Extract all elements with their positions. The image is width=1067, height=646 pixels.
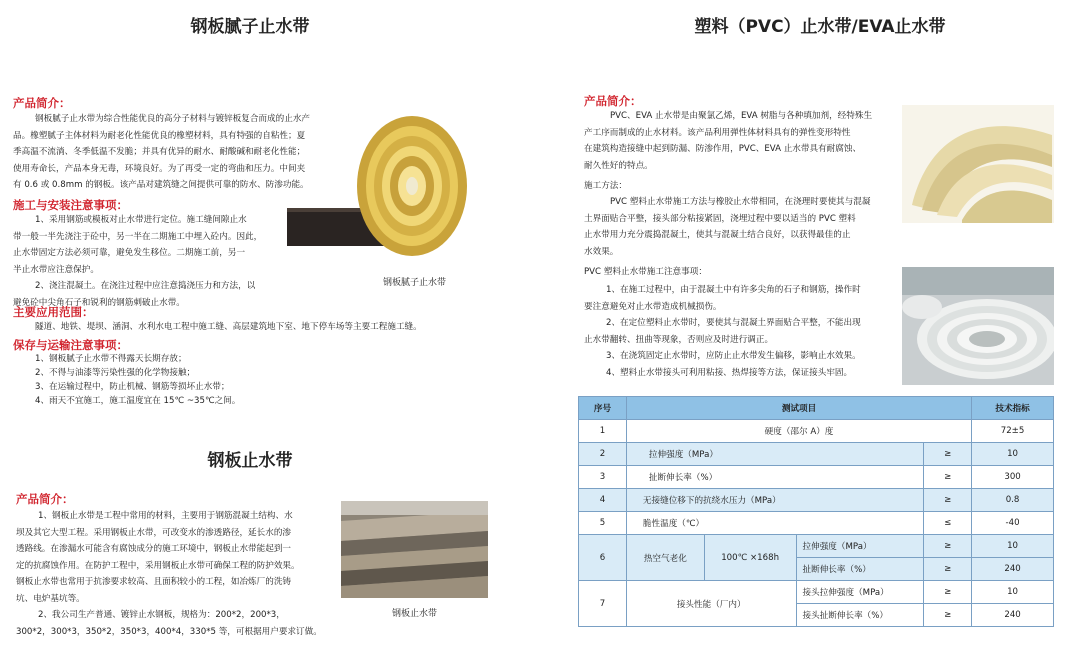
row-sign: ≥	[924, 443, 972, 466]
row-no: 3	[579, 466, 627, 489]
table-row	[579, 420, 1054, 443]
photo2-caption: 钢板止水带	[392, 609, 438, 619]
intro-line: 季高温不流淌、冬季低温不发脆；并具有优异的耐水、耐酸碱和耐老化性能；	[13, 147, 306, 157]
storage-line: 3、在运输过程中，防止机械、钢筋等损坏止水带；	[35, 382, 230, 392]
intro2-line: 钢板止水带也常用于抗渗要求较高、且面积较小的工程，如冶炼厂的洗铸	[16, 577, 292, 587]
row-value: 240	[972, 604, 1054, 627]
right-intro-text	[584, 108, 896, 174]
right-intro-line: 耐久性好的特点。	[584, 160, 653, 171]
photo1-caption: 钢板腻子止水带	[383, 278, 447, 288]
row-no: 1	[579, 420, 627, 443]
row-no: 5	[579, 512, 627, 535]
row-value: 300	[972, 466, 1054, 489]
steel-putty-waterstop-photo	[287, 108, 467, 266]
right-intro-line: 产工序而制成的止水材料。该产品利用弹性体材料具有的弹性变形特性	[584, 127, 851, 138]
notes-heading: PVC 塑料止水带施工注意事项：	[584, 267, 707, 277]
intro2-line: 1、钢板止水带是工程中常用的材料，主要用于钢筋混凝土结构、水	[38, 511, 293, 521]
intro2-line: 透路线。在渗漏水可能含有腐蚀成分的施工环境中，钢板止水带能起到一	[16, 544, 292, 554]
page-title-right: 塑料（PVC）止水带/EVA止水带	[694, 17, 946, 37]
row-sign: ≥	[924, 604, 972, 627]
storage-text	[35, 352, 415, 408]
intro-line: 使用寿命长，产品本身无毒，环境良好。为了再受一定的弯曲和压力。中间夹	[13, 163, 306, 174]
row-condition: 100℃ ×168h	[704, 535, 796, 581]
method-line: 水效果。	[584, 246, 619, 257]
notes-line: 2、在定位塑料止水带时，要使其与混凝土界面贴合平整，不能出现	[606, 318, 861, 328]
method-line: 土界面贴合平整，接头部分粘接紧固，浇埋过程中要以适当的 PVC 塑料	[584, 213, 856, 224]
table-row	[579, 581, 1054, 604]
row-value: 240	[972, 558, 1054, 581]
construction-line: 半止水带应注意保护。	[13, 264, 99, 275]
row-sign: ≥	[924, 489, 972, 512]
row-sign: ≤	[924, 512, 972, 535]
row-item: 无接缝位移下的抗绕水压力（MPa）	[626, 489, 923, 512]
table-row	[579, 512, 1054, 535]
table-row	[579, 489, 1054, 512]
row-sign: ≥	[924, 535, 972, 558]
intro2-text	[16, 508, 336, 640]
row-no: 4	[579, 489, 627, 512]
notes-line: 止水带翻转、扭曲等现象，否则应及时进行调正。	[584, 334, 774, 345]
method-line: PVC 塑料止水带施工方法与橡胶止水带相同，在浇理时要使其与混凝	[610, 197, 871, 207]
method-text	[584, 194, 896, 260]
row-subitem: 接头扯断伸长率（%）	[796, 604, 924, 627]
col-header-no: 序号	[579, 397, 627, 420]
intro2-line: 坑、电炉基坑等。	[16, 593, 85, 604]
notes-line: 1、在施工过程中，由于混凝土中有许多尖角的石子和钢筋，操作时	[606, 285, 861, 295]
intro-line: 品。橡塑腻子主体材料为耐老化性能优良的橡塑材料，具有特强的自粘性；夏	[13, 130, 306, 141]
construction-line: 2、浇注混凝土。在浇注过程中应注意捣浇压力和方法，以	[35, 281, 256, 291]
intro-heading: 产品简介：	[13, 96, 71, 110]
table-header-row	[579, 397, 1054, 420]
storage-line: 2、不得与油漆等污染性强的化学物接触；	[35, 368, 196, 378]
row-value: 10	[972, 581, 1054, 604]
intro-line: 有 0.6 或 0.8mm 的钢板。该产品对建筑缝之间提供可靠的防水、防渗功能。	[13, 180, 309, 190]
section-title-steel-waterstop: 钢板止水带	[207, 451, 293, 471]
construction-text	[13, 212, 283, 311]
row-item: 接头性能（厂内）	[626, 581, 796, 627]
row-item: 热空气老化	[626, 535, 704, 581]
notes-text	[584, 282, 896, 381]
intro2-line: 2、我公司生产普通、镀锌止水钢板，规格为：200*2，200*3，	[38, 610, 285, 620]
application-heading: 主要应用范围：	[13, 305, 94, 319]
row-no: 2	[579, 443, 627, 466]
watermark-decoration: ​	[447, 308, 493, 362]
page-title-left: 钢板腻子止水带	[190, 17, 310, 37]
right-intro-heading: 产品简介：	[584, 94, 642, 108]
col-header-value: 技术指标	[972, 397, 1054, 420]
row-no: 7	[579, 581, 627, 627]
storage-line: 1、钢板腻子止水带不得露天长期存放；	[35, 354, 187, 364]
row-value: -40	[972, 512, 1054, 535]
notes-line: 3、在浇筑固定止水带时，应防止止水带发生偏移，影响止水效果。	[606, 351, 861, 361]
table-row	[579, 466, 1054, 489]
row-value: 10	[972, 443, 1054, 466]
table-row	[579, 535, 1054, 558]
table-row	[579, 443, 1054, 466]
row-item: 扯断伸长率（%）	[626, 466, 923, 489]
col-header-item: 测试项目	[626, 397, 971, 420]
row-subitem: 扯断伸长率（%）	[796, 558, 924, 581]
storage-line: 4、雨天不宜施工，施工温度宜在 15℃ ~35℃之间。	[35, 396, 241, 406]
construction-line: 避免砼中尖角石子和锐利的钢筋刺破止水带。	[13, 297, 185, 308]
row-sign: ≥	[924, 558, 972, 581]
row-subitem: 拉伸强度（MPa）	[796, 535, 924, 558]
row-item: 拉伸强度（MPa）	[626, 443, 923, 466]
construction-line: 1、采用钢筋或模板对止水带进行定位。施工缝间隙止水	[35, 215, 247, 225]
notes-line: 要注意避免对止水带造成机械损伤。	[584, 301, 722, 312]
notes-line: 4、塑料止水带接头可利用粘接、热焊接等方法，保证接头牢固。	[606, 367, 853, 378]
construction-line: 带一般一半先浇注于砼中，另一半在二期施工中埋入砼内。因此，	[13, 231, 263, 242]
right-intro-line: 在建筑构造接缝中起到防漏、防渗作用，PVC、EVA 止水带具有耐腐蚀、	[584, 144, 862, 154]
method-heading: 施工方法：	[584, 181, 627, 191]
eva-waterstop-photo	[902, 267, 1054, 385]
row-no: 6	[579, 535, 627, 581]
application-text: 隧道、地铁、堤坝、涵洞、水利水电工程中施工缝、高层建筑地下室、地下停车场等主要工程施工缝。	[35, 322, 422, 332]
row-value: 72±5	[972, 420, 1054, 443]
row-sign: ≥	[924, 466, 972, 489]
row-item: 硬度（邵尔 A）度	[626, 420, 971, 443]
row-value: 10	[972, 535, 1054, 558]
construction-line: 止水带固定方法必须可靠，避免发生移位。二期施工前，另一	[13, 248, 246, 258]
intro2-line: 定的抗腐蚀作用。在防护工程中，采用钢板止水带可确保工程的防护效果。	[16, 560, 300, 571]
row-sign: ≥	[924, 581, 972, 604]
method-line: 止水带用力充分震捣混凝土，使其与混凝土结合良好，以获得最佳的止	[584, 230, 851, 240]
intro2-line: 300*2，300*3，350*2，350*3，400*4，330*5 等，可根据用户要求订做。	[16, 626, 322, 637]
steel-plate-waterstop-photo	[341, 501, 488, 598]
right-intro-line: PVC、EVA 止水带是由聚氯乙烯，EVA 树脂与各种填加剂，经特殊生	[610, 111, 873, 121]
storage-heading: 保存与运输注意事项：	[13, 338, 128, 352]
row-value: 0.8	[972, 489, 1054, 512]
row-item: 脆性温度（℃）	[626, 512, 923, 535]
intro-line: 钢板腻子止水带为综合性能优良的高分子材料与镀锌板复合而成的止水产	[35, 114, 311, 124]
intro2-heading: 产品简介：	[16, 492, 74, 506]
spec-table	[578, 396, 1054, 627]
construction-heading: 施工与安装注意事项：	[13, 198, 128, 212]
row-subitem: 接头拉伸强度（MPa）	[796, 581, 924, 604]
pvc-waterstop-photo	[902, 105, 1054, 223]
intro2-line: 坝及其它大型工程。采用钢板止水带，可改变水的渗透路径，延长水的渗	[16, 527, 292, 538]
